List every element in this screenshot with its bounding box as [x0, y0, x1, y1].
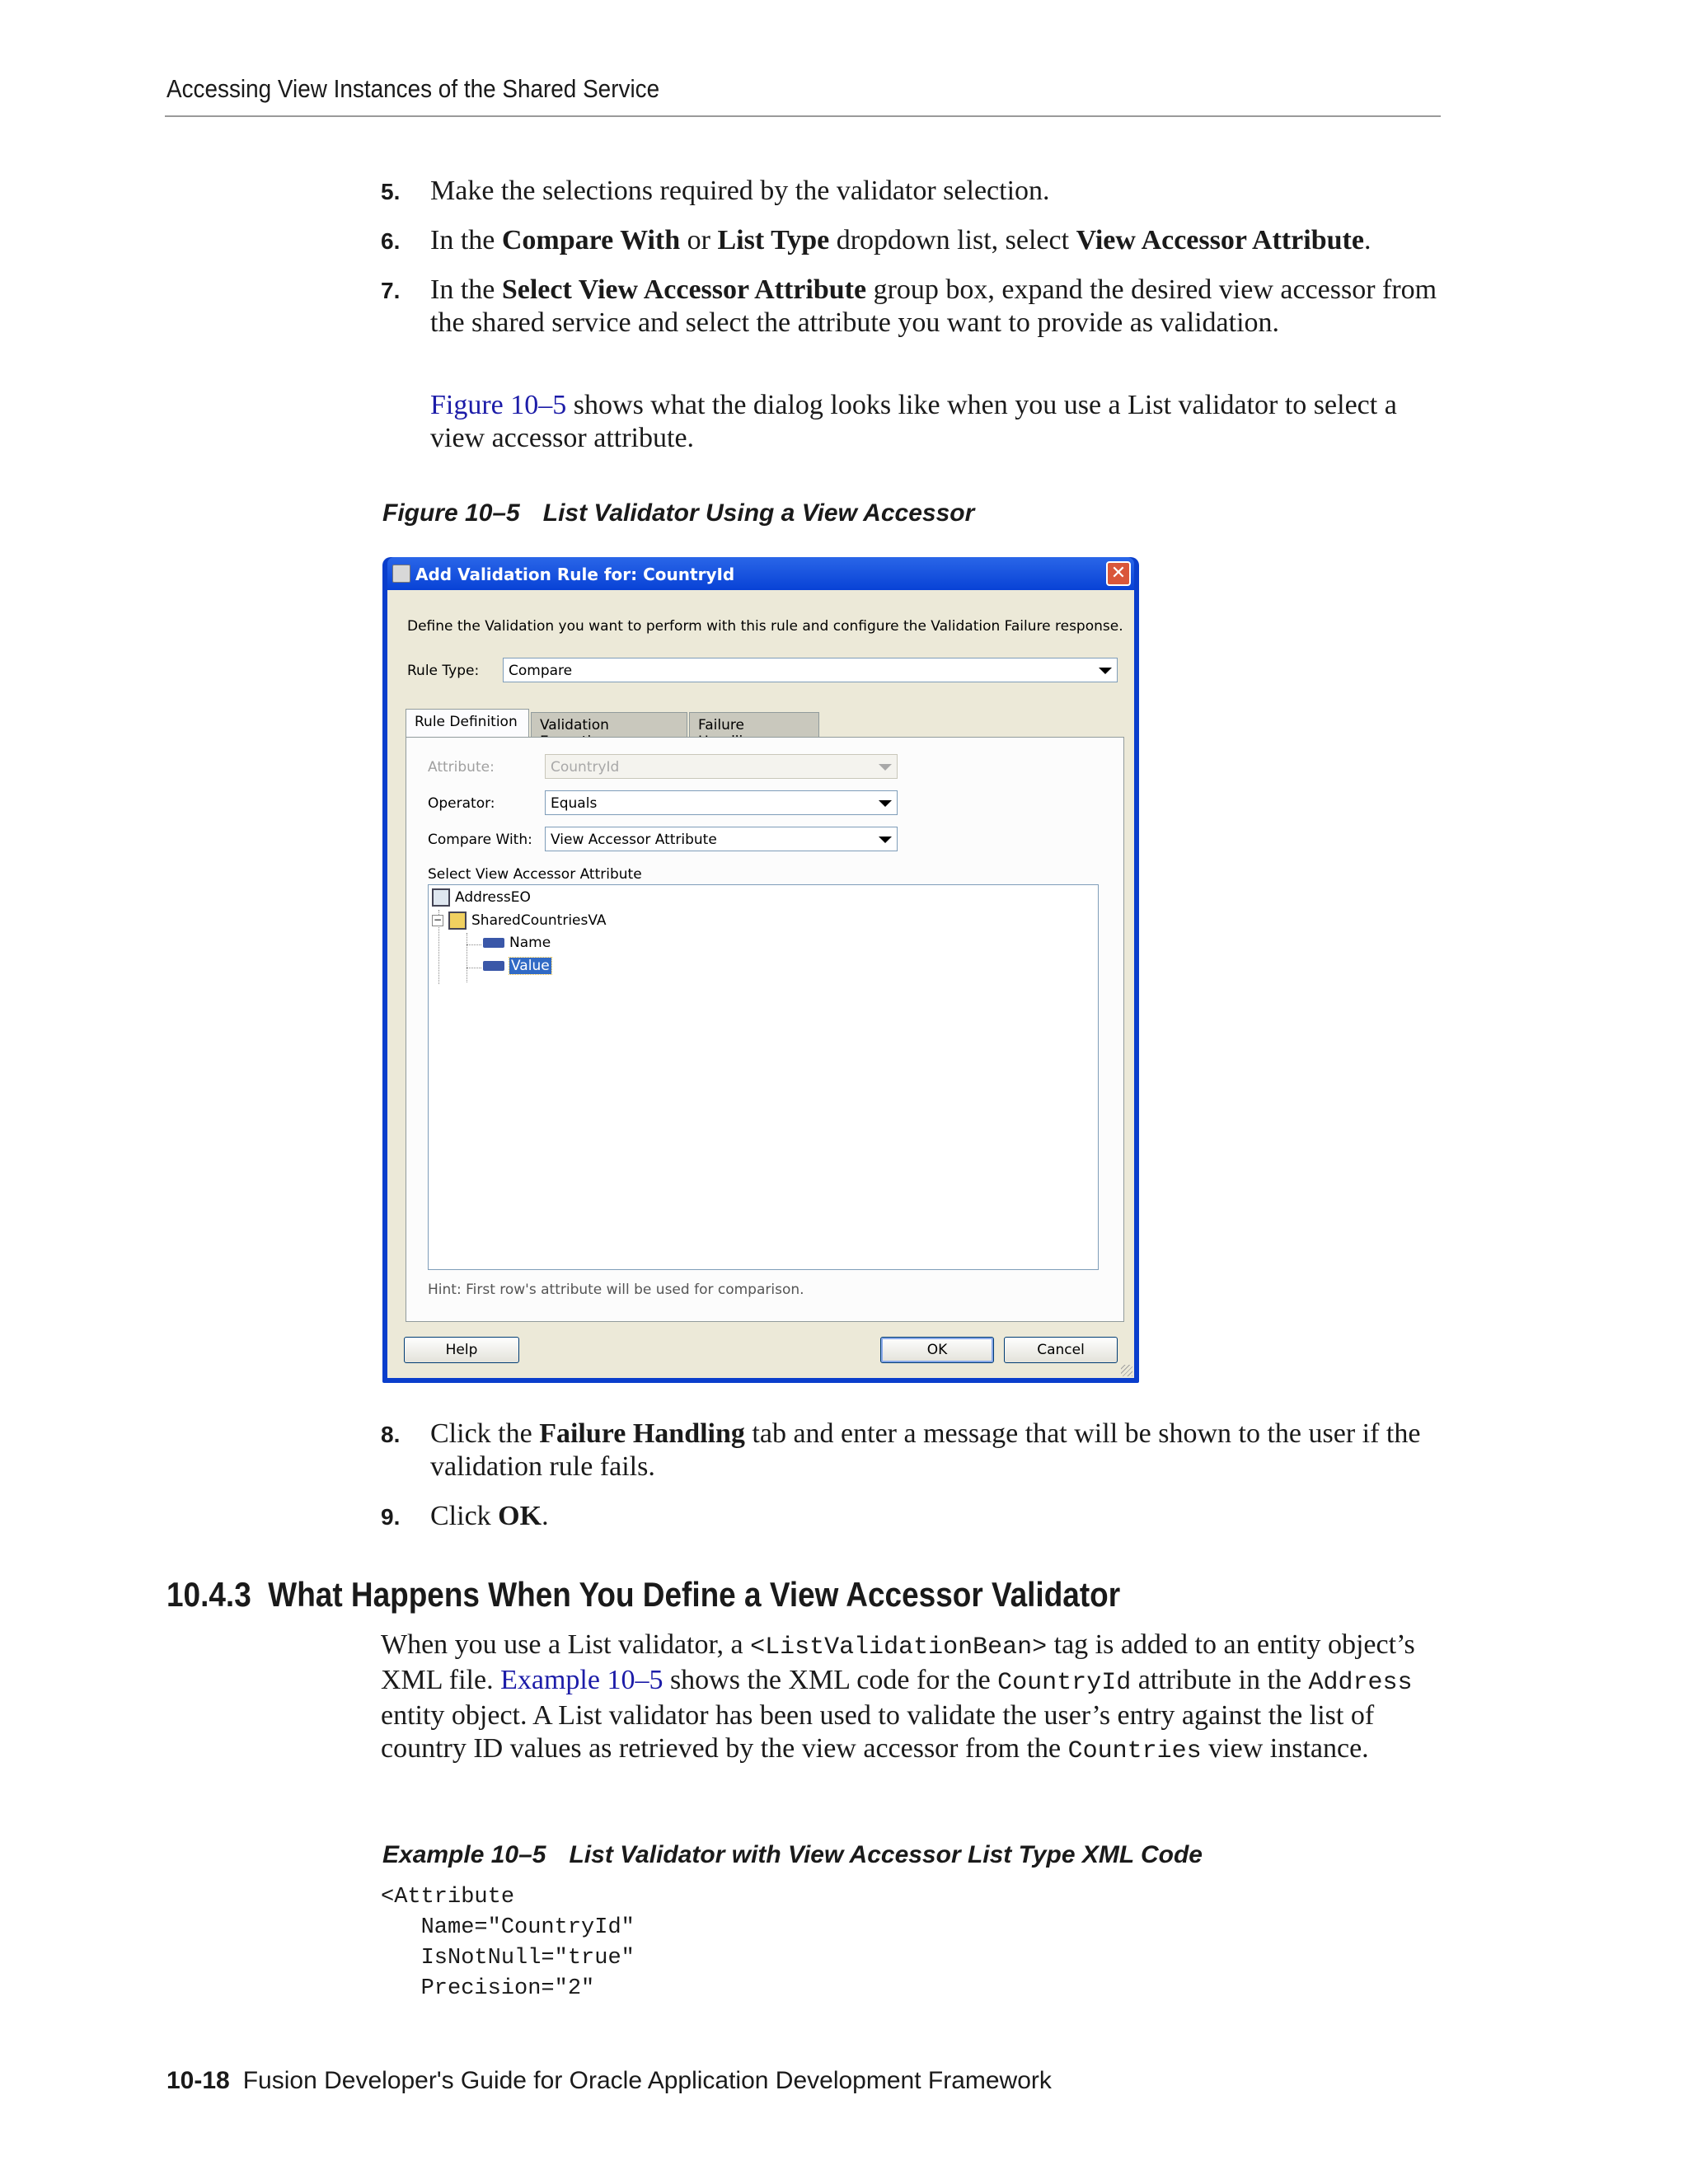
step-7 — [381, 274, 1444, 340]
step-number: 9. — [381, 1504, 401, 1530]
section-paragraph: When you use a List validator, a <ListValidationBean> tag is added to an entity object’s XML file. Example 10–5 shows the XML code for the CountryId attribute in the Address entity object. A List validator has been used to validate the user’s entry against the list of country ID values as retrieved by the view accessor from the Countries view instance. — [381, 1629, 1415, 1765]
operator-label: Operator: — [428, 795, 495, 812]
string-attribute-icon — [483, 938, 504, 948]
running-header: Accessing View Instances of the Shared Service — [166, 74, 660, 103]
step-text: Click OK. — [430, 1501, 549, 1531]
page-number: 10-18 — [166, 2067, 230, 2094]
tree-node-value[interactable] — [483, 958, 551, 974]
view-accessor-icon — [448, 912, 467, 930]
entity-icon — [432, 888, 450, 907]
step-6 — [381, 224, 1444, 257]
code-line: Name="CountryId" — [381, 1915, 635, 1940]
accessor-tree[interactable] — [428, 884, 1099, 1270]
hint-text: Hint: First row's attribute will be used for comparison. — [428, 1282, 804, 1298]
chevron-down-icon — [1099, 668, 1112, 674]
attribute-dropdown: CountryId — [545, 754, 898, 779]
example-caption: Example 10–5 List Validator with View Accessor List Type XML Code — [382, 1841, 1203, 1868]
operator-dropdown[interactable]: Equals — [545, 790, 898, 815]
app-icon — [392, 565, 410, 583]
rule-type-dropdown[interactable]: Compare — [503, 658, 1118, 682]
compare-with-dropdown[interactable]: View Accessor Attribute — [545, 827, 898, 851]
tree-node-sharedcountriesva[interactable]: − SharedCountriesVA — [433, 912, 607, 929]
resize-grip[interactable] — [1121, 1365, 1132, 1376]
attribute-label: Attribute: — [428, 759, 495, 776]
tree-node-name[interactable]: Name — [483, 935, 551, 951]
tree-node-addresseo[interactable]: AddressEO — [432, 888, 531, 907]
header-rule — [165, 115, 1441, 117]
step-8 — [381, 1418, 1444, 1483]
code-line: Precision="2" — [381, 1976, 595, 2001]
ok-button[interactable]: OK — [880, 1337, 994, 1363]
validation-dialog — [382, 557, 1139, 1383]
dialog-description: Define the Validation you want to perform with this rule and configure the Validation Failure response. — [407, 618, 1123, 635]
tab-rule-definition[interactable]: Rule Definition — [406, 709, 529, 737]
figure-intro: Figure 10–5 shows what the dialog looks like when you use a List validator to select a view accessor attribute. — [430, 390, 1397, 453]
step-number: 7. — [381, 278, 401, 303]
selected-item[interactable]: Value — [511, 958, 550, 974]
figure-link[interactable]: Figure 10–5 — [430, 390, 567, 420]
tab-failure-handling[interactable]: Failure — [689, 712, 819, 737]
rule-type-label: Rule Type: — [407, 663, 480, 679]
select-attribute-label: Select View Accessor Attribute — [428, 866, 642, 883]
string-attribute-icon — [483, 961, 504, 971]
help-button[interactable]: Help — [404, 1337, 519, 1363]
chevron-down-icon — [879, 800, 892, 807]
chevron-down-icon — [879, 764, 892, 771]
step-5 — [381, 175, 1444, 208]
book-title: Fusion Developer's Guide for Oracle Application Development Framework — [242, 2067, 1052, 2094]
figure-caption: Figure 10–5 List Validator Using a View Accessor — [382, 499, 975, 527]
step-text: In the Select View Accessor Attribute group box, expand the desired view accessor from the shared service and select the attribute you want to provide as validation. — [430, 274, 1437, 338]
step-number: 8. — [381, 1422, 401, 1447]
step-number: 5. — [381, 179, 401, 204]
step-text: Click the Failure Handling tab and enter a message that will be shown to the user if the validation rule fails. — [430, 1418, 1421, 1482]
dialog-title: Add Validation Rule for: CountryId — [415, 565, 735, 584]
code-line: IsNotNull="true" — [381, 1946, 635, 1971]
chevron-down-icon — [879, 837, 892, 843]
code-block — [381, 1882, 635, 2004]
rule-definition-panel — [406, 737, 1124, 1322]
dialog-body — [387, 590, 1134, 1378]
step-9 — [381, 1500, 1444, 1533]
code-line: <Attribute — [381, 1885, 515, 1910]
example-link[interactable]: Example 10–5 — [500, 1665, 663, 1695]
cancel-button[interactable]: Cancel — [1004, 1337, 1118, 1363]
tab-validation-execution[interactable]: Validation — [531, 712, 687, 737]
collapse-icon[interactable]: − — [433, 914, 443, 926]
page-footer — [166, 2067, 1052, 2095]
step-text: Make the selections required by the validator selection. — [430, 176, 1050, 206]
close-icon: ✕ — [1110, 563, 1127, 583]
step-text: In the Compare With or List Type dropdown list, select View Accessor Attribute. — [430, 225, 1372, 255]
step-number: 6. — [381, 228, 401, 254]
dialog-titlebar[interactable] — [387, 557, 1134, 590]
close-button[interactable] — [1106, 561, 1131, 586]
compare-with-label: Compare With: — [428, 832, 532, 848]
section-heading: 10.4.3 What Happens When You Define a View Accessor Validator — [166, 1575, 1121, 1614]
